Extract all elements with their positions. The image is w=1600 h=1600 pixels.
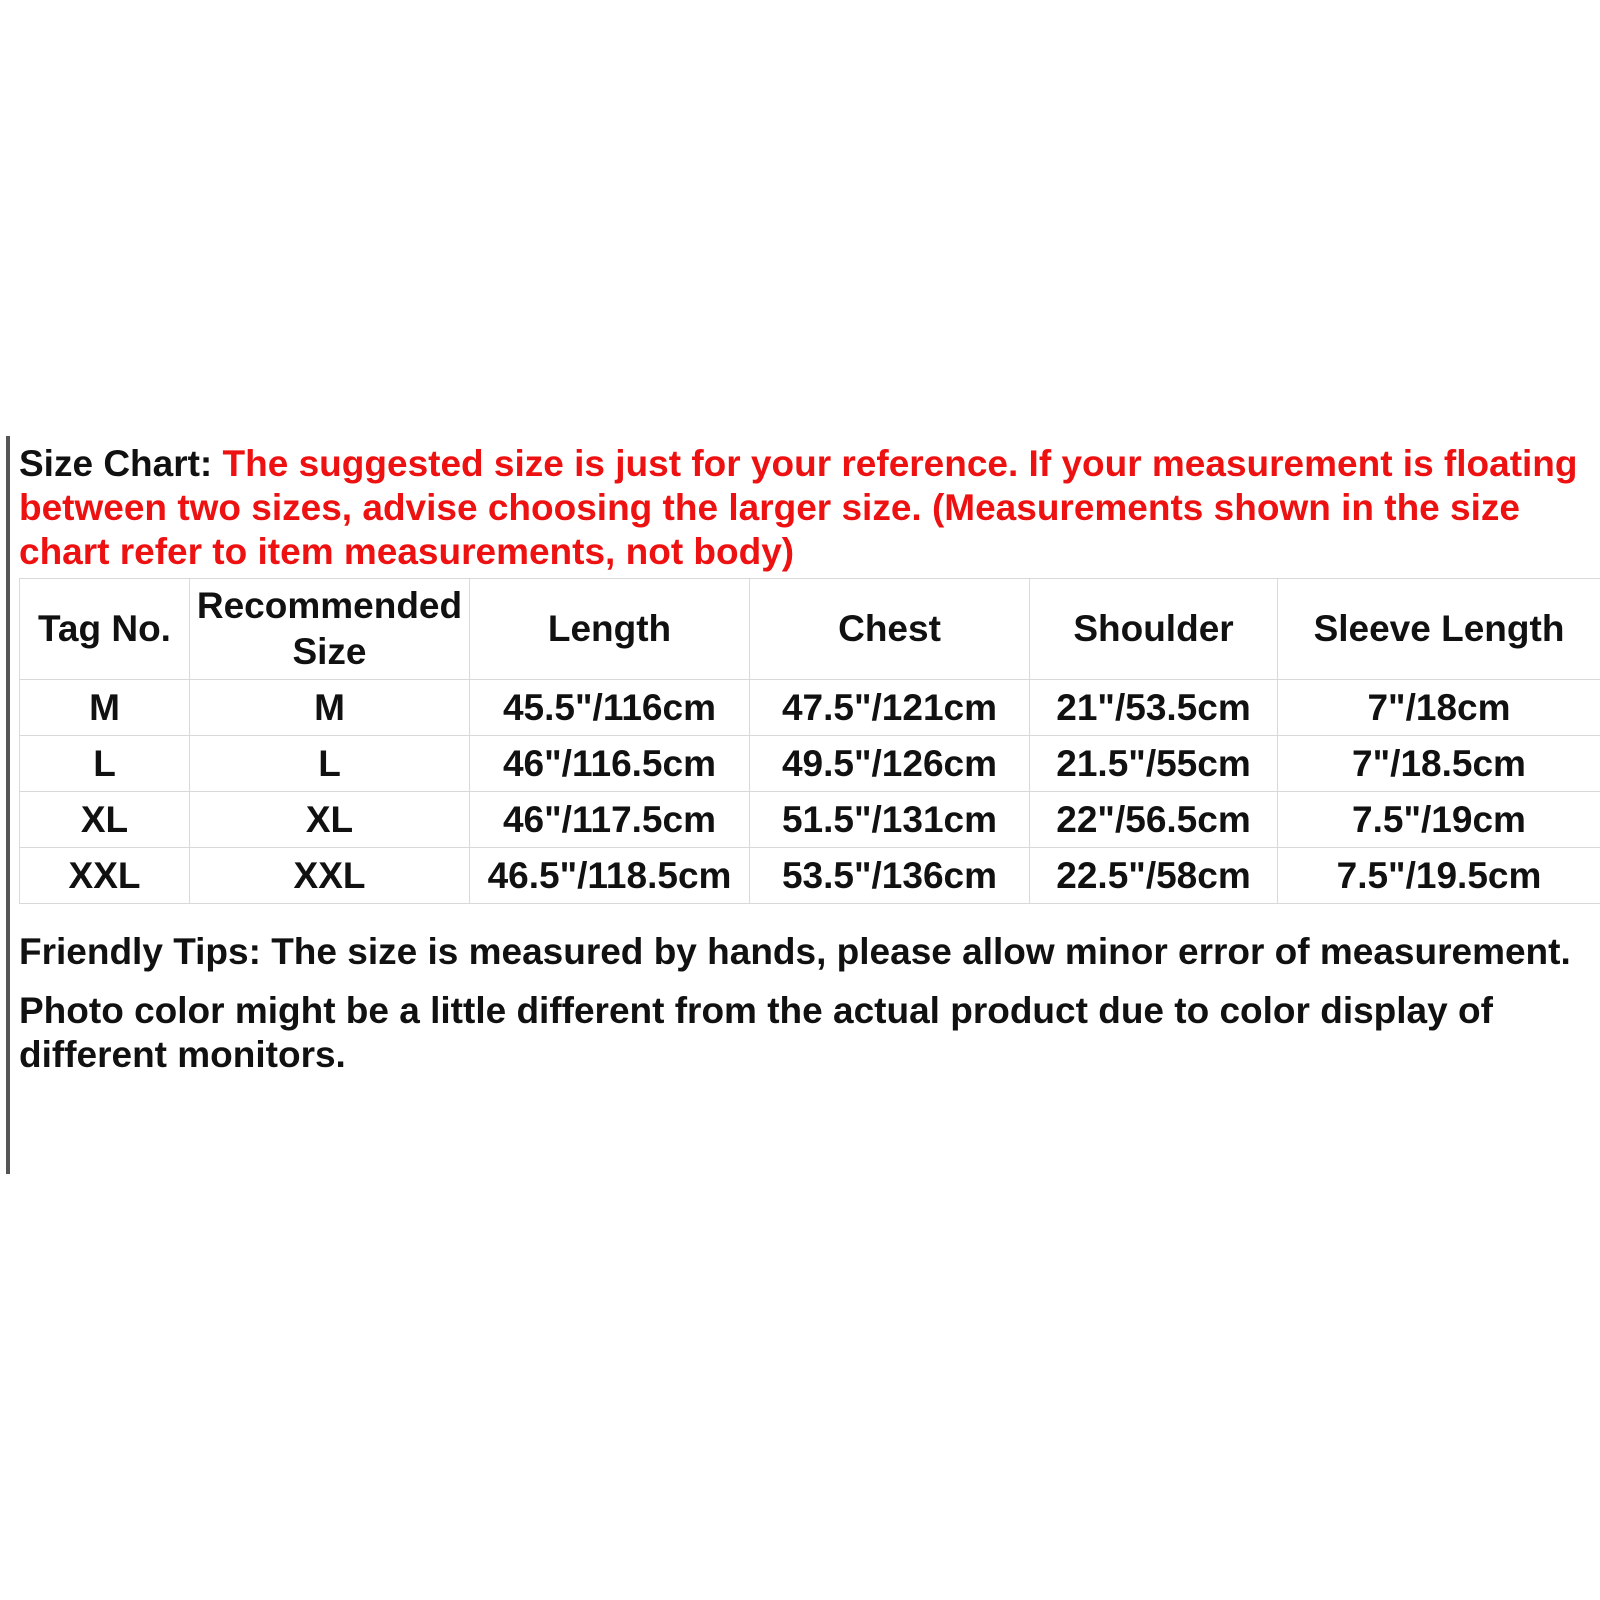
cell-tag-no: M <box>20 680 190 736</box>
size-chart-label: Size Chart: <box>19 443 223 484</box>
cell-sleeve-length: 7"/18cm <box>1278 680 1600 736</box>
cell-chest: 51.5"/131cm <box>750 792 1030 848</box>
cell-recommended-size: XL <box>190 792 470 848</box>
cell-sleeve-length: 7.5"/19.5cm <box>1278 848 1600 904</box>
column-header-recommended-size: Recommended Size <box>190 579 470 680</box>
cell-length: 45.5"/116cm <box>470 680 750 736</box>
column-header-shoulder: Shoulder <box>1030 579 1278 680</box>
table-row <box>20 680 1600 736</box>
column-header-sleeve-length: Sleeve Length <box>1278 579 1600 680</box>
table-row <box>20 792 1600 848</box>
cell-tag-no: XL <box>20 792 190 848</box>
cell-tag-no: L <box>20 736 190 792</box>
column-header-length: Length <box>470 579 750 680</box>
cell-shoulder: 22.5"/58cm <box>1030 848 1278 904</box>
size-chart-document <box>19 442 1600 1077</box>
left-border-rule <box>6 436 10 1174</box>
cell-shoulder: 22"/56.5cm <box>1030 792 1278 848</box>
table-row <box>20 848 1600 904</box>
cell-chest: 49.5"/126cm <box>750 736 1030 792</box>
cell-shoulder: 21.5"/55cm <box>1030 736 1278 792</box>
cell-length: 46.5"/118.5cm <box>470 848 750 904</box>
cell-recommended-size: M <box>190 680 470 736</box>
cell-sleeve-length: 7"/18.5cm <box>1278 736 1600 792</box>
cell-chest: 53.5"/136cm <box>750 848 1030 904</box>
column-header-chest: Chest <box>750 579 1030 680</box>
size-table <box>19 578 1600 904</box>
table-row <box>20 736 1600 792</box>
cell-sleeve-length: 7.5"/19cm <box>1278 792 1600 848</box>
cell-length: 46"/116.5cm <box>470 736 750 792</box>
cell-chest: 47.5"/121cm <box>750 680 1030 736</box>
size-chart-notice: The suggested size is just for your reference. If your measurement is floating between two sizes, advise choosing the larger size. (Measurements shown in the size chart refer to item measurements, not body) <box>19 443 1578 572</box>
cell-length: 46"/117.5cm <box>470 792 750 848</box>
cell-shoulder: 21"/53.5cm <box>1030 680 1278 736</box>
table-header-row <box>20 579 1600 680</box>
friendly-tips-text: Friendly Tips: The size is measured by hands, please allow minor error of measurement. <box>19 931 1571 972</box>
photo-color-note: Photo color might be a little different from the actual product due to color display of different monitors. <box>19 990 1493 1075</box>
cell-recommended-size: L <box>190 736 470 792</box>
cell-tag-no: XXL <box>20 848 190 904</box>
cell-recommended-size: XXL <box>190 848 470 904</box>
size-chart-intro <box>19 442 1600 574</box>
column-header-tag-no: Tag No. <box>20 579 190 680</box>
